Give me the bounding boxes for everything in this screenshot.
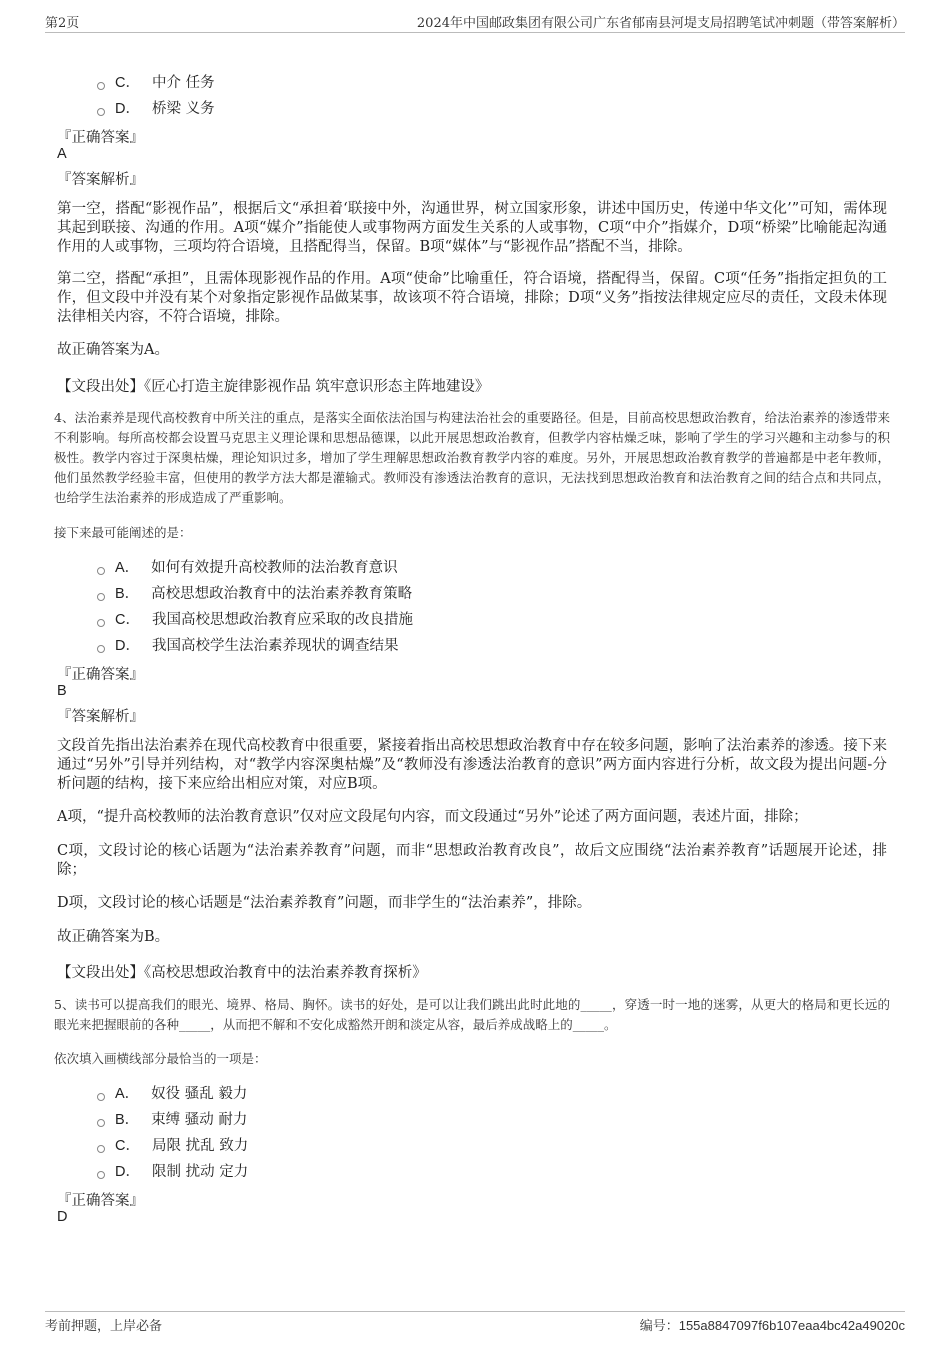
radio-icon[interactable] (97, 619, 105, 627)
q4-option-d[interactable]: D． 我国高校学生法治素养现状的调查结果 (97, 636, 398, 656)
q3-option-c[interactable]: C． 中介 任务 (97, 73, 215, 93)
page-footer (45, 1311, 905, 1336)
code-value: 155a8847097f6b107eaa4bc42a49020c (678, 1318, 905, 1333)
radio-icon[interactable] (97, 1119, 105, 1127)
radio-icon[interactable] (97, 1145, 105, 1153)
q5-answer: D (57, 1209, 68, 1225)
radio-icon[interactable] (97, 593, 105, 601)
radio-icon[interactable] (97, 1093, 105, 1101)
q3-analysis-paragraph-2: 第二空，搭配“承担”，且需体现影视作品的作用。A项“使命”比喻重任，符合语境，搭配得当，保留。C项“任务”指指定担负的工作，但文段中并没有某个对象指定影视作品做某事，故该项不符合语境，排除；D项“义务”指按法律规定应尽的责任，文段未体现法律相关内容，不符合语境，排除。 (57, 271, 887, 325)
document-title: 2024年中国邮政集团有限公司广东省郁南县河堤支局招聘笔试冲刺题（带答案解析） (416, 16, 905, 31)
code-label: 编号： (639, 1319, 679, 1334)
q3-analysis-label: 『答案解析』 (57, 172, 144, 188)
q4-analysis-paragraph-4: D项，文段讨论的核心话题是“法治素养教育”问题，而非学生的“法治素养”，排除。 (57, 895, 592, 911)
q4-analysis-paragraph-3: C项，文段讨论的核心话题为“法治素养教育”问题，而非“思想政治教育改良”，故后文应围绕“法治素养教育”话题展开论述，排除； (57, 843, 887, 878)
radio-icon[interactable] (97, 645, 105, 653)
q5-option-c[interactable]: C． 局限 扰乱 致力 (97, 1136, 248, 1156)
radio-icon[interactable] (97, 567, 105, 575)
q4-prompt: 接下来最可能阐述的是： (54, 525, 192, 540)
q5-prompt: 依次填入画横线部分最恰当的一项是： (54, 1051, 267, 1066)
q4-option-a[interactable]: A． 如何有效提升高校教师的法治教育意识 (97, 558, 398, 578)
q3-answer-label: 『正确答案』 (57, 130, 144, 146)
radio-icon[interactable] (97, 82, 105, 90)
q4-answer-label: 『正确答案』 (57, 667, 144, 683)
q4-stem: 4、法治素养是现代高校教育中所关注的重点，是落实全面依法治国与构建法治社会的重要路径。但是，目前高校思想政治教育，给法治素养的渗透带来不利影响。每所高校都会设置马克思主义理论课和思想品德课，以此开展思想政治教育，但教学内容枯燥乏味，影响了学生的学习兴趣和主动参与的积极性。教学内容过于深奥枯燥，理论知识过多，增加了学生理解思想政治教育教学内容的难度。另外，开展思想政治教育教学的普遍都是中老年教师，他们虽然教学经验丰富，但使用的教学方法大都是灌输式。教师没有渗透法治教育的意识，无法找到思想政治教育和法治教育之间的结合点和共同点，也给学生法治素养的形成造成了严重影响。 (54, 410, 890, 505)
q3-conclusion: 故正确答案为A。 (57, 342, 169, 358)
document-code (640, 1315, 905, 1334)
q5-option-b[interactable]: B． 束缚 骚动 耐力 (97, 1110, 247, 1130)
q4-source: 【文段出处】《高校思想政治教育中的法治素养教育探析》 (57, 965, 427, 981)
q5-answer-label: 『正确答案』 (57, 1193, 144, 1209)
radio-icon[interactable] (97, 108, 105, 116)
q4-analysis-paragraph-1: 文段首先指出法治素养在现代高校教育中很重要，紧接着指出高校思想政治教育中存在较多问题，影响了法治素养的渗透。接下来通过“另外”引导并列结构，对“教学内容深奥枯燥”及“教师没有渗透法治教育的意识”两方面内容进行分析，故文段为提出问题-分析问题的结构，接下来应给出相应对策，对应B项。 (57, 738, 887, 792)
footer-slogan: 考前押题，上岸必备 (45, 1319, 163, 1334)
q3-source: 【文段出处】《匠心打造主旋律影视作品 筑牢意识形态主阵地建设》 (57, 379, 490, 395)
q5-option-a[interactable]: A． 奴役 骚乱 毅力 (97, 1084, 247, 1104)
q4-answer: B (57, 683, 67, 699)
q5-option-d[interactable]: D． 限制 扰动 定力 (97, 1162, 248, 1182)
q4-analysis-paragraph-2: A项，“提升高校教师的法治教育意识”仅对应文段尾句内容，而文段通过“另外”论述了两方面问题，表述片面，排除； (57, 809, 808, 825)
q4-option-c[interactable]: C． 我国高校思想政治教育应采取的改良措施 (97, 610, 413, 630)
q5-stem: 5、读书可以提高我们的眼光、境界、格局、胸怀。读书的好处，是可以让我们跳出此时此地的_____，穿透一时一地的迷雾，从更大的格局和更长远的眼光来把握眼前的各种_____，从而把不解和不安化成豁然开朗和淡定从容，最后养成战略上的_____。 (54, 997, 890, 1032)
page-header (45, 12, 905, 33)
q3-analysis-paragraph-1: 第一空，搭配“影视作品”，根据后文“承担着‘联接中外，沟通世界，树立国家形象，讲述中国历史，传递中华文化’”可知，需体现其起到联接、沟通的作用。A项“媒介”指能使人或事物两方面发生关系的人或事物，C项“中介”指媒介，D项“桥梁”比喻能起沟通作用的人或事物，三项均符合语境，且搭配得当，保留。B项“媒体”与“影视作品”搭配不当，排除。 (57, 201, 887, 255)
page-number: 第2页 (45, 16, 80, 31)
q4-conclusion: 故正确答案为B。 (57, 929, 170, 945)
q3-option-d[interactable]: D． 桥梁 义务 (97, 99, 215, 119)
q3-answer: A (57, 146, 67, 162)
q4-analysis-label: 『答案解析』 (57, 709, 144, 725)
q4-option-b[interactable]: B． 高校思想政治教育中的法治素养教育策略 (97, 584, 412, 604)
radio-icon[interactable] (97, 1171, 105, 1179)
